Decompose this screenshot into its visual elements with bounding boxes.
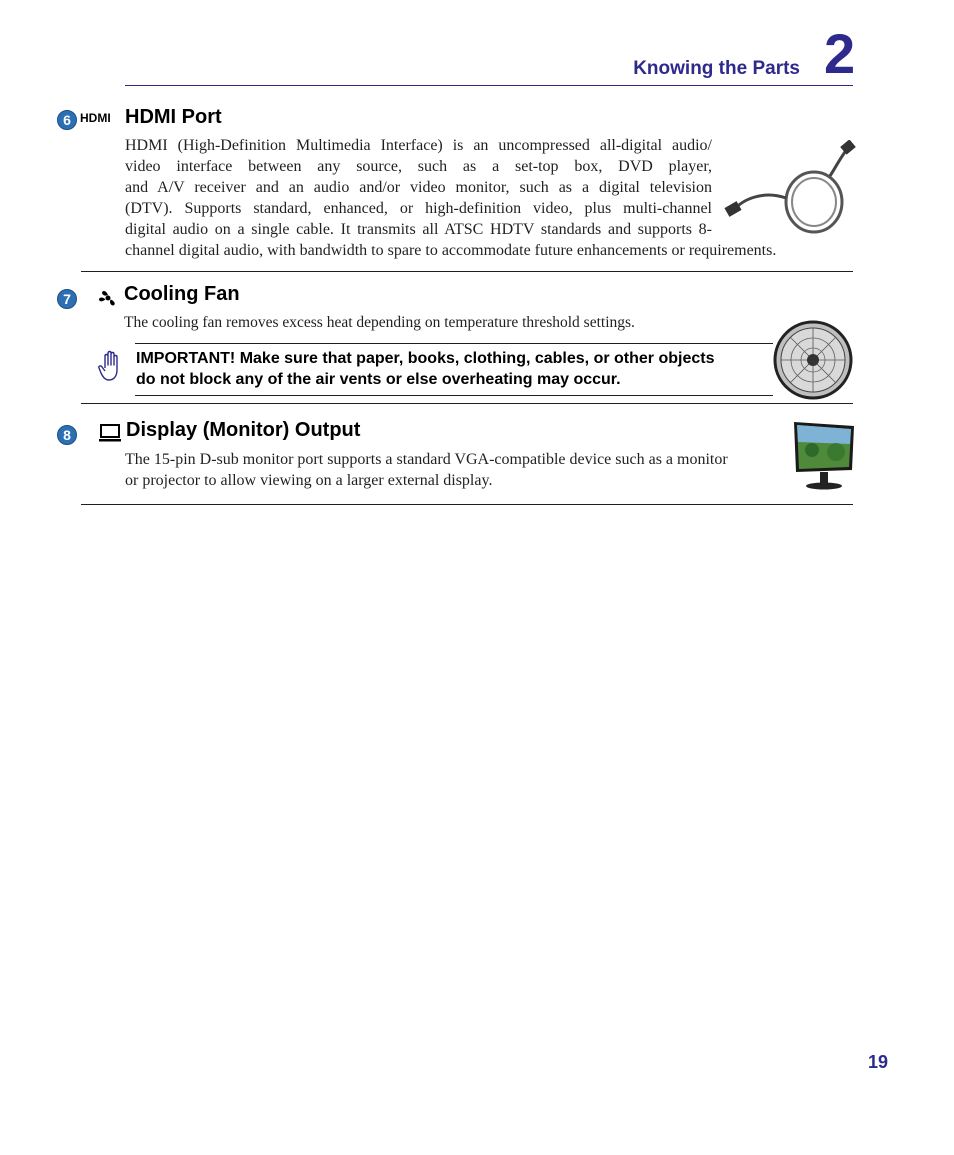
chapter-title: Knowing the Parts: [633, 58, 800, 79]
monitor-icon: [98, 423, 122, 443]
hdmi-description: [125, 135, 712, 240]
section-divider: [81, 504, 853, 505]
text-line: and A/V receiver and an audio and/or video monitor, such as a digital television: [125, 179, 712, 196]
text-line: video interface between any source, such as a set-top box, DVD player,: [125, 158, 712, 175]
section-divider: [81, 403, 853, 404]
section-title: HDMI Port: [125, 106, 222, 128]
text-line: HDMI (High-Definition Multimedia Interface) is an uncompressed all-digital audio/: [125, 137, 712, 154]
section-divider: [81, 271, 853, 272]
fan-icon: [97, 287, 119, 309]
fan-description: The cooling fan removes excess heat depending on temperature threshold settings.: [124, 314, 635, 331]
important-line: IMPORTANT! Make sure that paper, books, clothing, cables, or other objects: [136, 350, 715, 367]
section-number-badge: 8: [57, 425, 77, 445]
fan-image: [772, 320, 854, 400]
monitor-image: [792, 420, 856, 492]
text-line: channel digital audio, with bandwidth to spare to accommodate future enhancements or requirements.: [125, 242, 777, 259]
section-number-badge: 6: [57, 110, 77, 130]
text-line: digital audio on a single cable. It transmits all ATSC HDTV standards and supports 8-: [125, 221, 712, 238]
section-number-badge: 7: [57, 289, 77, 309]
important-note: [136, 348, 714, 390]
text-line: or projector to allow viewing on a larger external display.: [125, 472, 493, 489]
text-line: The 15-pin D-sub monitor port supports a standard VGA-compatible device such as a monitor: [125, 451, 728, 468]
hand-icon: [98, 350, 124, 382]
chapter-number: 2: [824, 22, 856, 85]
hdmi-icon: HDMI: [80, 111, 111, 125]
section-title: Display (Monitor) Output: [126, 419, 361, 441]
header-rule: [125, 85, 853, 86]
page-number: 19: [868, 1052, 889, 1072]
display-description: [125, 449, 795, 491]
note-rule-bottom: [135, 395, 773, 396]
section-title: Cooling Fan: [124, 283, 240, 305]
hdmi-cable-image: [722, 140, 858, 238]
important-line: do not block any of the air vents or else overheating may occur.: [136, 371, 621, 388]
text-line: (DTV). Supports standard, enhanced, or high-definition video, plus multi-channel: [125, 200, 712, 217]
note-rule-top: [135, 343, 773, 344]
